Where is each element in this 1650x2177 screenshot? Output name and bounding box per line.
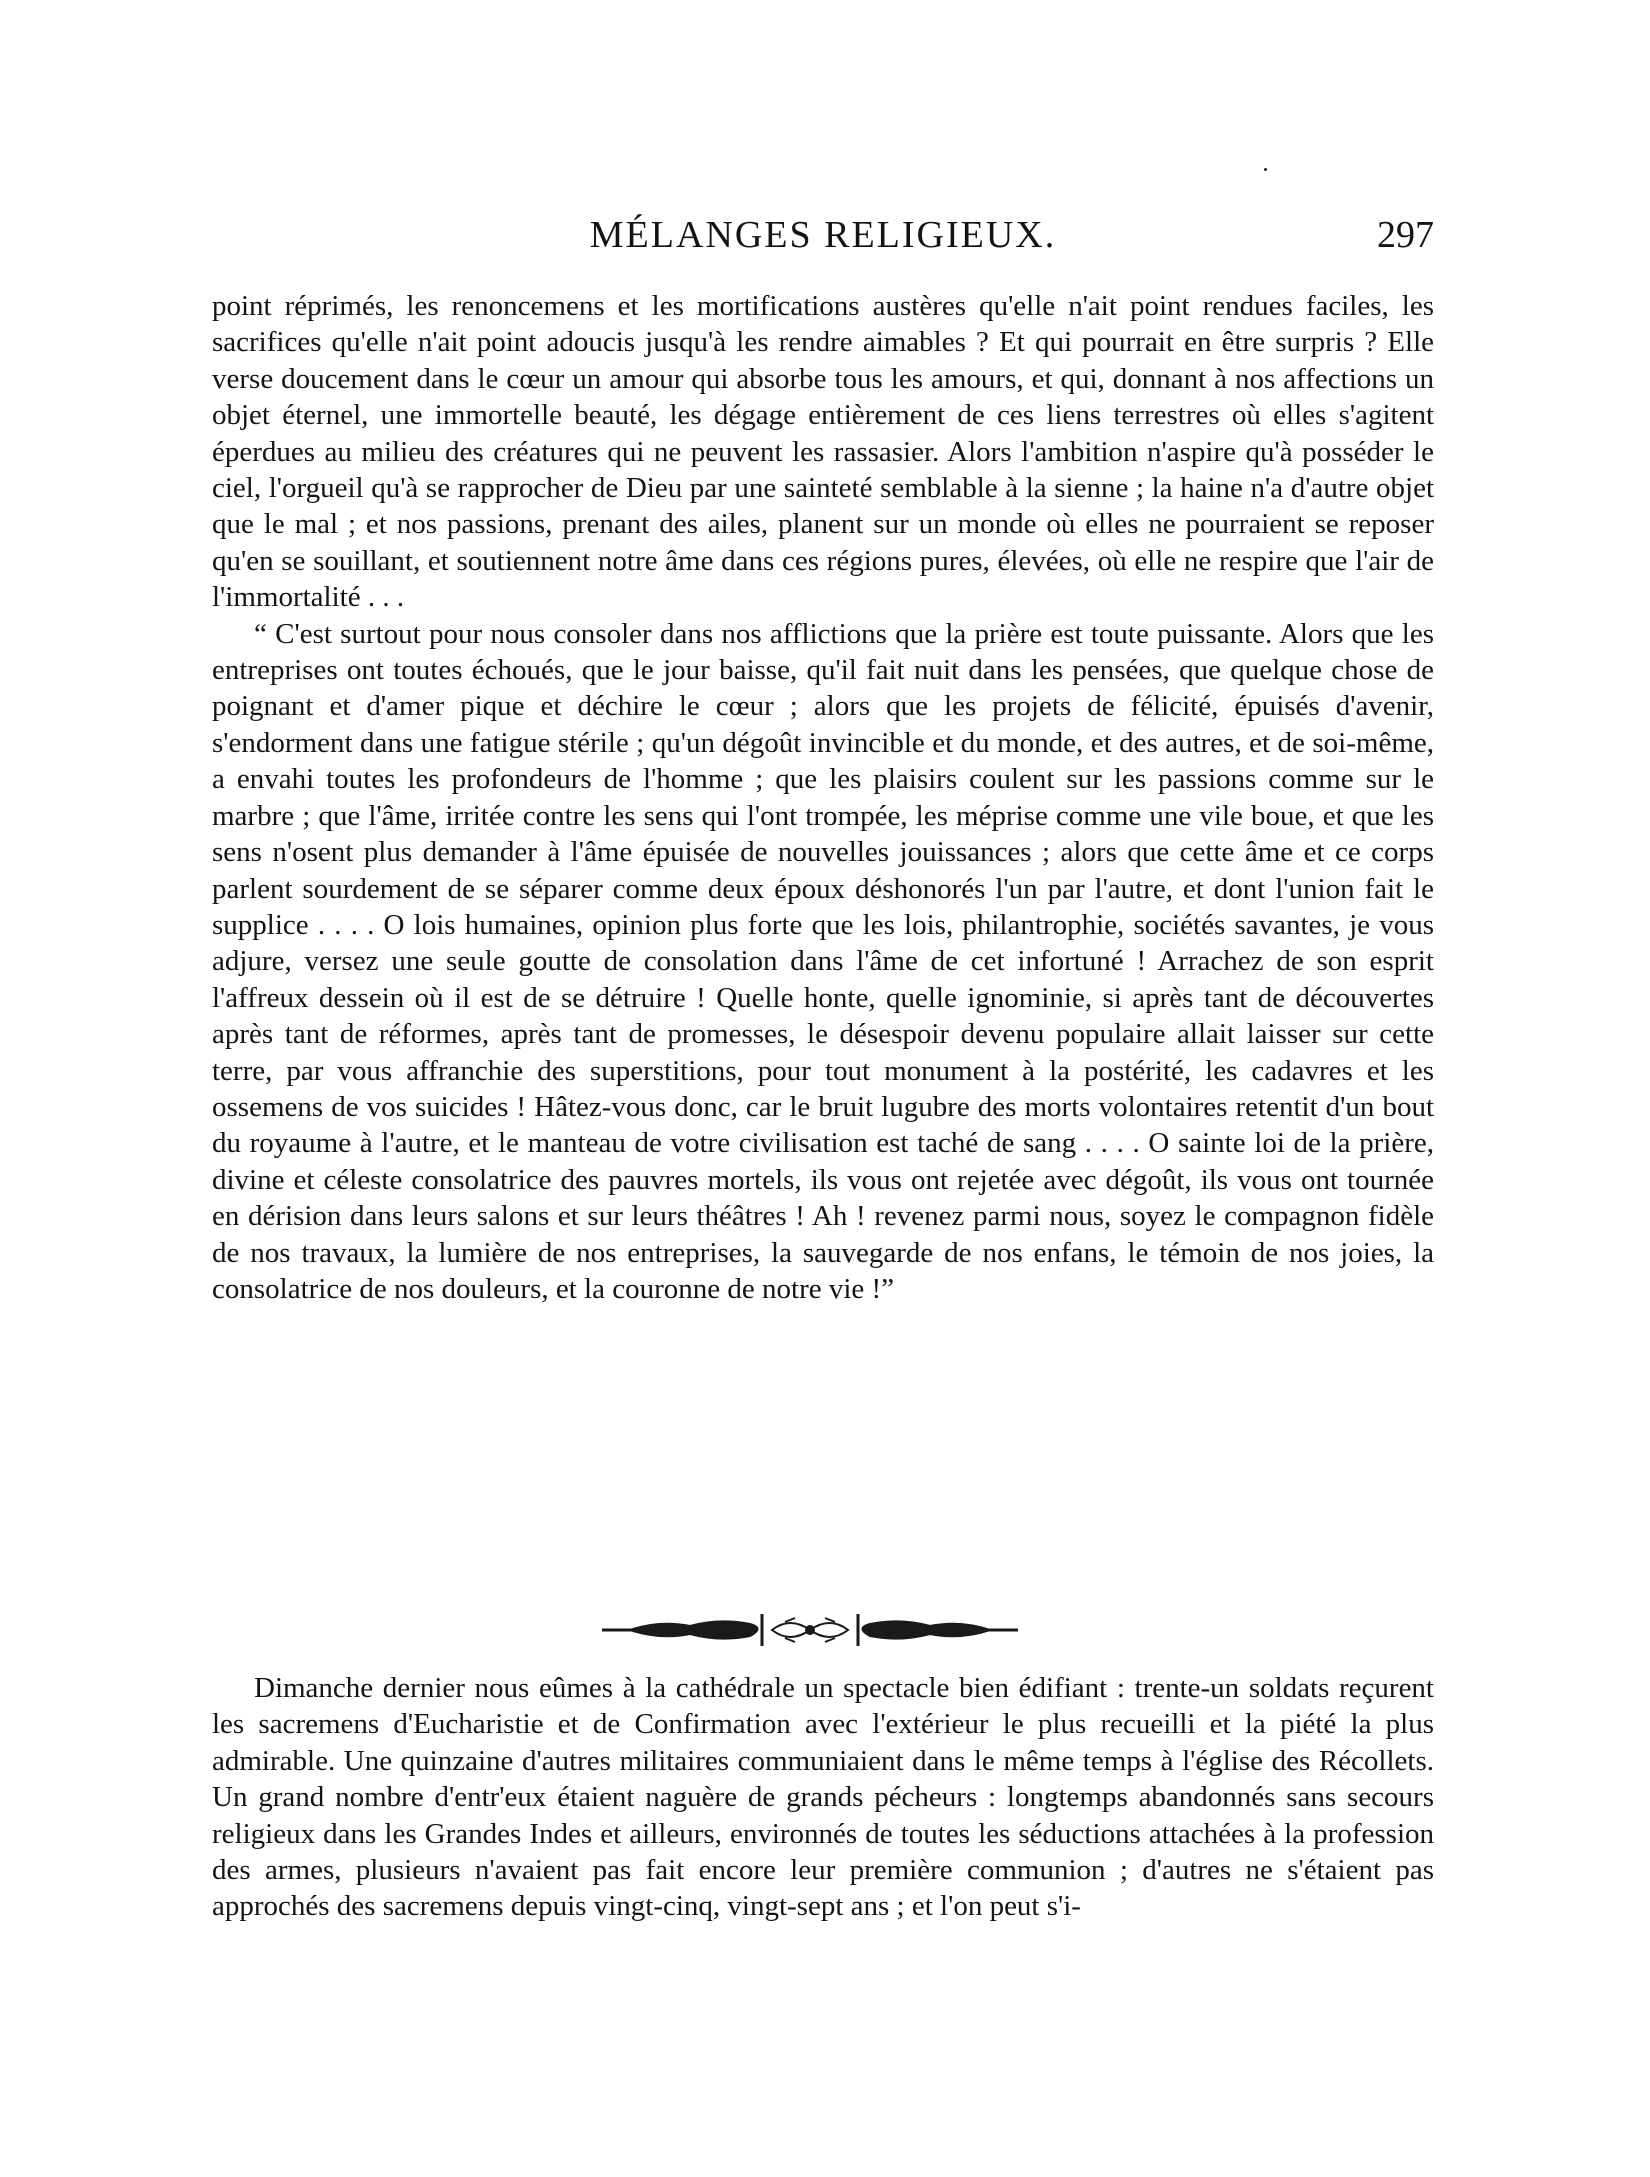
article-text-top bbox=[212, 288, 1434, 1307]
paragraph-continuation: point réprimés, les renoncemens et les mortifications austères qu'elle n'ait point rendues faciles, les sacrifices qu'elle n'ait point adoucis jusqu'à les rendre aimables ? Et qui pourrait en être surpris ? Elle verse doucement dans le cœur un amour qui absorbe tous les amours, et qui, donnant à nos affections un objet éternel, une immortelle beauté, les dégage entièrement de ces liens terrestres où elles s'agitent éperdues au milieu des créatures qui ne peuvent les rassasier. Alors l'ambition n'aspire qu'à posséder le ciel, l'orgueil qu'à se rapprocher de Dieu par une sainteté semblable à la sienne ; la haine n'a d'autre objet que le mal ; et nos passions, prenant des ailes, planent sur un monde où elles ne pourraient se reposer qu'en se souillant, et soutiennent notre âme dans ces régions pures, élevées, où elle ne respire que l'air de l'immortalité . . . bbox=[212, 290, 1434, 614]
paragraph-quote: “ C'est surtout pour nous consoler dans nos afflictions que la prière est toute puissante. Alors que les entreprises ont toutes échoués, que le jour baisse, qu'il fait nuit dans les pensées, que quelque chose de poignant et d'amer pique et déchire le cœur ; alors que les projets de félicité, épuisés d'avenir, s'endorment dans une fatigue stérile ; qu'un dégoût invincible et du monde, et des autres, et de soi-même, a envahi toutes les profondeurs de l'homme ; que les plaisirs coulent sur les passions comme sur le marbre ; que l'âme, irritée contre les sens qui l'ont trompée, les méprise comme une vile boue, et que les sens n'osent plus demander à l'âme épuisée de nouvelles jouissances ; alors que cette âme et ce corps parlent sourdement de se séparer comme deux époux déshonorés l'un par l'autre, et dont l'union fait le supplice . . . . O lois humaines, opinion plus forte que les lois, philantrophie, sociétés savantes, je vous adjure, versez une seule goutte de consolation dans l'âme de cet infortuné ! Arrachez de son esprit l'affreux dessein où il est de se détruire ! Quelle honte, quelle ignominie, si après tant de découvertes après tant de réformes, après tant de promesses, le désespoir devenu populaire allait laisser sur cette terre, par vous affranchie des superstitions, pour tout monument à la postérité, les cadavres et les ossemens de vos suicides ! Hâtez-vous donc, car le bruit lugubre des morts volontaires retentit d'un bout du royaume à l'autre, et le manteau de votre civilisation est taché de sang . . . . O sainte loi de la prière, divine et céleste consolatrice des pauvres mortels, ils vous ont rejetée avec dégoût, ils vous ont tournée en dérision dans leurs salons et sur leurs théâtres ! Ah ! revenez parmi nous, soyez le compagnon fidèle de nos travaux, la lumière de nos entreprises, la sauvegarde de nos enfans, le témoin de nos joies, la consolatrice de nos douleurs, et la couronne de notre vie !” bbox=[212, 617, 1434, 1305]
page-number: 297 bbox=[1377, 214, 1434, 256]
article-text-bottom bbox=[212, 1670, 1434, 1925]
ink-speck bbox=[1264, 168, 1267, 171]
running-header bbox=[212, 205, 1434, 265]
ornament-divider-icon bbox=[600, 1612, 1020, 1648]
running-title: MÉLANGES RELIGIEUX. bbox=[589, 214, 1057, 256]
paragraph-news: Dimanche dernier nous eûmes à la cathédrale un spectacle bien édifiant : trente-un soldats reçurent les sacremens d'Eucharistie et de Confirmation avec l'extérieur le plus recueilli et la piété la plus admirable. Une quinzaine d'autres militaires communiaient dans le même temps à l'église des Récollets. Un grand nombre d'entr'eux étaient naguère de grands pécheurs : longtemps abandonnés sans secours religieux dans les Grandes Indes et ailleurs, environnés de toutes les séductions attachées à la profession des armes, plusieurs n'avaient pas fait encore leur première communion ; d'autres ne s'étaient pas approchés des sacremens depuis vingt-cinq, vingt-sept ans ; et l'on peut s'i- bbox=[212, 1672, 1434, 1923]
